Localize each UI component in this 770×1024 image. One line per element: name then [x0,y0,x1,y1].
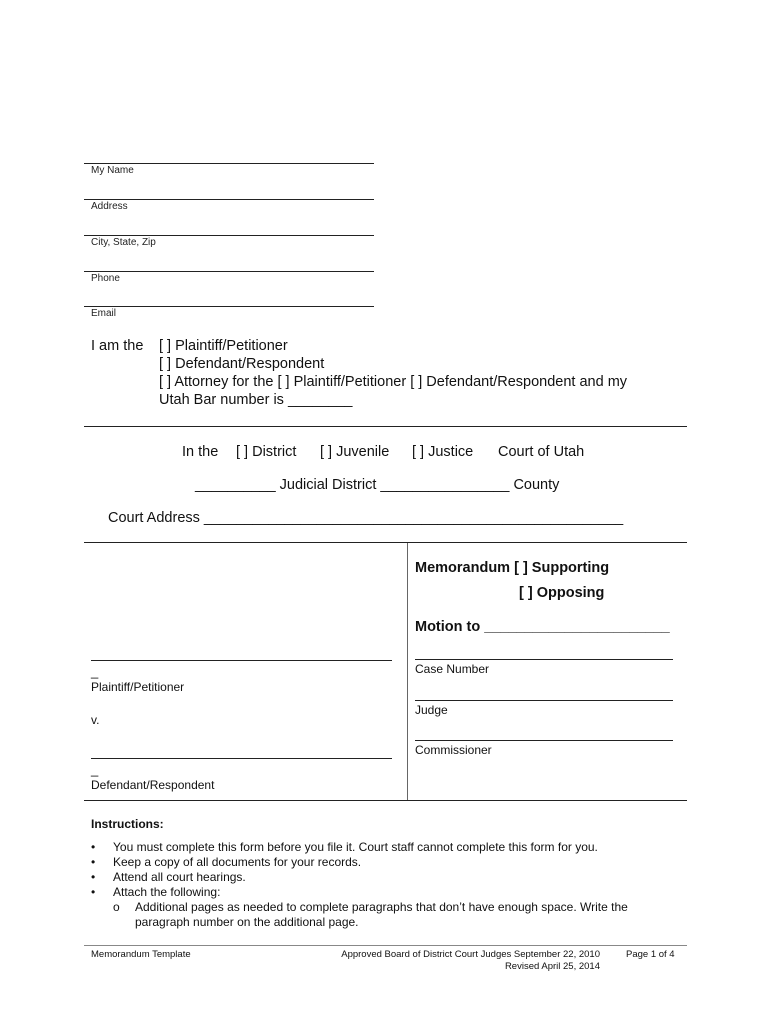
case-number-label: Case Number [415,662,490,676]
list-item: • You must complete this form before you file it. Court staff cannot complete this form for you. [91,840,598,854]
footer-approval [300,949,600,973]
section-divider [84,426,687,427]
footer-template-name: Memorandum Template [91,949,191,960]
list-item: • Keep a copy of all documents for your records. [91,855,362,869]
district-option[interactable]: [ ] District [236,444,297,460]
name-line[interactable] [84,163,374,164]
footer-rule [84,945,687,946]
bullet-icon: • [91,840,96,854]
page-number: Page 1 of 4 [626,949,675,960]
sub-bullet-icon: o [113,900,120,914]
plaintiff-label: Plaintiff/Petitioner [91,680,185,694]
plaintiff-underscore: _ [91,664,99,679]
email-label: Email [91,308,117,319]
justice-option[interactable]: [ ] Justice [412,444,474,460]
revised-date: Revised April 25, 2014 [504,961,600,972]
instructions-list [91,840,671,930]
email-line[interactable] [84,306,374,307]
caption-top-rule [84,542,687,543]
sub-list-item: o Additional pages as needed to complete paragraphs that don’t have enough space. Write the paragraph number on the additional page. [113,900,628,929]
phone-label: Phone [91,273,120,284]
memo-supporting[interactable]: Memorandum [ ] Supporting [415,560,610,576]
versus-label: v. [91,713,100,727]
bar-number-field[interactable]: Utah Bar number is ________ [159,392,353,408]
phone-line[interactable] [84,271,374,272]
commissioner-line[interactable] [415,740,673,741]
city-line[interactable] [84,235,374,236]
caption-divider [407,543,408,800]
in-the-label: In the [182,444,219,460]
plaintiff-option[interactable]: [ ] Plaintiff/Petitioner [159,338,288,354]
defendant-option[interactable]: [ ] Defendant/Respondent [159,356,325,372]
approved-date: Approved Board of District Court Judges September 22, 2010 [341,949,600,960]
commissioner-label: Commissioner [415,743,492,757]
bullet-icon: • [91,870,96,884]
attorney-option[interactable]: [ ] Attorney for the [ ] Plaintiff/Petitioner [ ] Defendant/Respondent and my [159,374,628,390]
judge-line[interactable] [415,700,673,701]
caption-bottom-rule [84,800,687,801]
judicial-district-line[interactable]: __________ Judicial District ________________ County [195,477,560,493]
defendant-name-line[interactable] [91,758,392,759]
city-label: City, State, Zip [91,237,156,248]
plaintiff-name-line[interactable] [91,660,392,661]
list-item: • Attend all court hearings. [91,870,246,884]
court-address-line[interactable]: Court Address ____________________________________________________ [108,510,624,526]
address-line[interactable] [84,199,374,200]
case-number-line[interactable] [415,659,673,660]
juvenile-option[interactable]: [ ] Juvenile [320,444,390,460]
motion-to-field[interactable]: Motion to _______________________ [415,619,670,635]
memo-opposing[interactable]: [ ] Opposing [519,585,605,601]
defendant-label: Defendant/Respondent [91,778,215,792]
bullet-icon: • [91,855,96,869]
bullet-icon: • [91,885,96,899]
defendant-underscore: _ [91,762,99,777]
judge-label: Judge [415,703,448,717]
list-item: • Attach the following: o Additional pages as needed to complete paragraphs that don’t have enough space. Write the paragraph number on the additional page. [91,885,671,930]
instructions-heading: Instructions: [91,817,164,831]
name-label: My Name [91,165,134,176]
court-of-utah-label: Court of Utah [498,444,585,460]
party-intro: I am the [91,338,144,354]
address-label: Address [91,201,128,212]
